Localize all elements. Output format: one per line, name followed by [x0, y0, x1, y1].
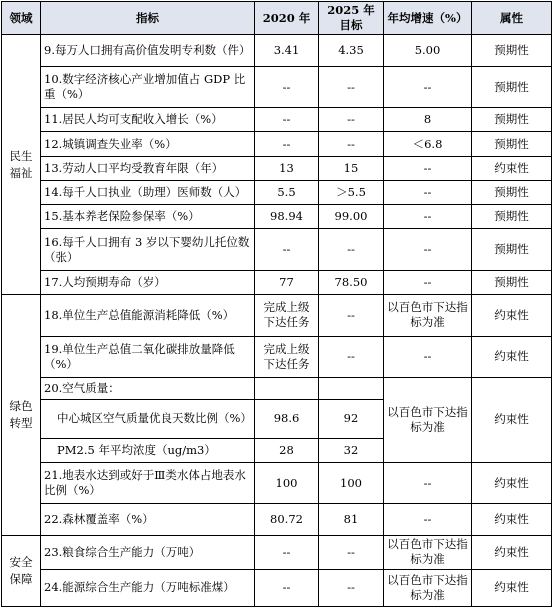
attribute-cell: 约束性: [472, 156, 552, 180]
table-row: [2, 504, 552, 535]
attribute-cell: 预期性: [472, 108, 552, 132]
indicator-cell: 24.能源综合生产能力（万吨标准煤）: [41, 569, 255, 606]
indicator-cell: 中心城区空气质量优良天数比例（%）: [41, 399, 255, 438]
attribute-cell: 预期性: [472, 228, 552, 270]
attribute-cell: 约束性: [472, 336, 552, 377]
value-2025: 78.50: [319, 271, 384, 295]
value-2025: --: [319, 108, 384, 132]
value-2025: 100: [319, 463, 384, 504]
table-row: [2, 35, 552, 67]
value-2025: --: [319, 336, 384, 377]
value-2020: 98.6: [255, 399, 319, 438]
table-row: [2, 271, 552, 295]
attribute-cell: 预期性: [472, 180, 552, 204]
indicator-cell: 18.单位生产总值能源消耗降低（%）: [41, 295, 255, 336]
indicator-cell: 9.每万人口拥有高价值发明专利数（件）: [41, 35, 255, 67]
table-row: [2, 108, 552, 132]
indicator-cell: 11.居民人均可支配收入增长（%）: [41, 108, 255, 132]
indicator-cell: 13.劳动人口平均受教育年限（年）: [41, 156, 255, 180]
indicator-cell: 22.森林覆盖率（%）: [41, 504, 255, 535]
indicator-cell: 15.基本养老保险参保率（%）: [41, 204, 255, 228]
table-row: [2, 377, 552, 399]
indicator-cell: 12.城镇调查失业率（%）: [41, 132, 255, 156]
attribute-cell: 预期性: [472, 35, 552, 67]
value-growth: 以百色市下达指标为准: [384, 535, 472, 569]
value-2025: [319, 377, 384, 399]
attribute-cell: 预期性: [472, 132, 552, 156]
value-2025: --: [319, 132, 384, 156]
attribute-cell: 预期性: [472, 204, 552, 228]
value-2025: 4.35: [319, 35, 384, 67]
header-domain: 领域: [2, 2, 41, 35]
attribute-cell: 预期性: [472, 67, 552, 108]
value-growth: --: [384, 204, 472, 228]
value-2020: 80.72: [255, 504, 319, 535]
attribute-cell: 约束性: [472, 569, 552, 606]
attribute-cell: 约束性: [472, 463, 552, 504]
header-indicator: 指标: [41, 2, 255, 35]
value-2020: [255, 377, 319, 399]
value-2020: 98.94: [255, 204, 319, 228]
value-growth: ＜6.8: [384, 132, 472, 156]
header-growth: 年均增速（%）: [384, 2, 472, 35]
table-row: [2, 67, 552, 108]
table-row: [2, 535, 552, 569]
value-2025: 32: [319, 439, 384, 463]
table-row: [2, 463, 552, 504]
value-growth: --: [384, 180, 472, 204]
value-growth: 以百色市下达指标为准: [384, 569, 472, 606]
value-2020: 完成上级下达任务: [255, 295, 319, 336]
attribute-cell: 约束性: [472, 295, 552, 336]
indicator-cell: 10.数字经济核心产业增加值占 GDP 比重（%）: [41, 67, 255, 108]
value-2020: --: [255, 569, 319, 606]
attribute-cell: 预期性: [472, 271, 552, 295]
value-growth: --: [384, 463, 472, 504]
value-2025: 81: [319, 504, 384, 535]
attribute-cell: 约束性: [472, 377, 552, 462]
table-row: [2, 132, 552, 156]
value-2020: 3.41: [255, 35, 319, 67]
header-row: [2, 2, 552, 35]
indicator-cell: 23.粮食综合生产能力（万吨）: [41, 535, 255, 569]
value-2020: --: [255, 132, 319, 156]
table-row: [2, 569, 552, 606]
domain-livelihood: 民生福祉: [2, 35, 41, 295]
value-2025: ＞5.5: [319, 180, 384, 204]
indicator-cell: PM2.5 年平均浓度（ug/m3）: [41, 439, 255, 463]
table-row: [2, 204, 552, 228]
value-growth: 8: [384, 108, 472, 132]
value-2025: 15: [319, 156, 384, 180]
value-2020: --: [255, 228, 319, 270]
indicator-cell: 19.单位生产总值二氧化碳排放量降低（%）: [41, 336, 255, 377]
attribute-cell: 约束性: [472, 535, 552, 569]
value-2025: 92: [319, 399, 384, 438]
value-growth: --: [384, 336, 472, 377]
header-attribute: 属性: [472, 2, 552, 35]
value-2025: 99.00: [319, 204, 384, 228]
value-2020: --: [255, 535, 319, 569]
value-2025: --: [319, 569, 384, 606]
indicator-cell: 14.每千人口执业（助理）医师数（人）: [41, 180, 255, 204]
header-2020: 2020 年: [255, 2, 319, 35]
attribute-cell: 约束性: [472, 504, 552, 535]
indicator-cell: 17.人均预期寿命（岁）: [41, 271, 255, 295]
value-2020: 完成上级下达任务: [255, 336, 319, 377]
indicator-cell: 16.每千人口拥有 3 岁以下婴幼儿托位数（张）: [41, 228, 255, 270]
indicator-cell: 20.空气质量：: [41, 377, 255, 399]
indicator-cell: 21.地表水达到或好于Ⅲ类水体占地表水比例（%）: [41, 463, 255, 504]
value-growth: --: [384, 271, 472, 295]
value-growth: --: [384, 228, 472, 270]
value-2020: 28: [255, 439, 319, 463]
value-2020: 5.5: [255, 180, 319, 204]
value-2020: --: [255, 67, 319, 108]
table-row: [2, 180, 552, 204]
table-row: [2, 336, 552, 377]
value-2025: --: [319, 295, 384, 336]
table-row: [2, 228, 552, 270]
value-growth: --: [384, 156, 472, 180]
value-growth: 5.00: [384, 35, 472, 67]
indicator-table: [1, 1, 552, 607]
value-2020: 13: [255, 156, 319, 180]
value-2020: 77: [255, 271, 319, 295]
value-growth: 以百色市下达指标为准: [384, 295, 472, 336]
value-2020: 100: [255, 463, 319, 504]
table-row: [2, 156, 552, 180]
value-2025: --: [319, 535, 384, 569]
value-growth: 以百色市下达指标为准: [384, 377, 472, 462]
value-2025: --: [319, 67, 384, 108]
value-2020: --: [255, 108, 319, 132]
value-growth: --: [384, 67, 472, 108]
header-2025-target: 2025 年目标: [319, 2, 384, 35]
domain-security: 安全保障: [2, 535, 41, 606]
value-2025: --: [319, 228, 384, 270]
value-growth: --: [384, 504, 472, 535]
domain-green: 绿色转型: [2, 295, 41, 535]
table-row: [2, 295, 552, 336]
